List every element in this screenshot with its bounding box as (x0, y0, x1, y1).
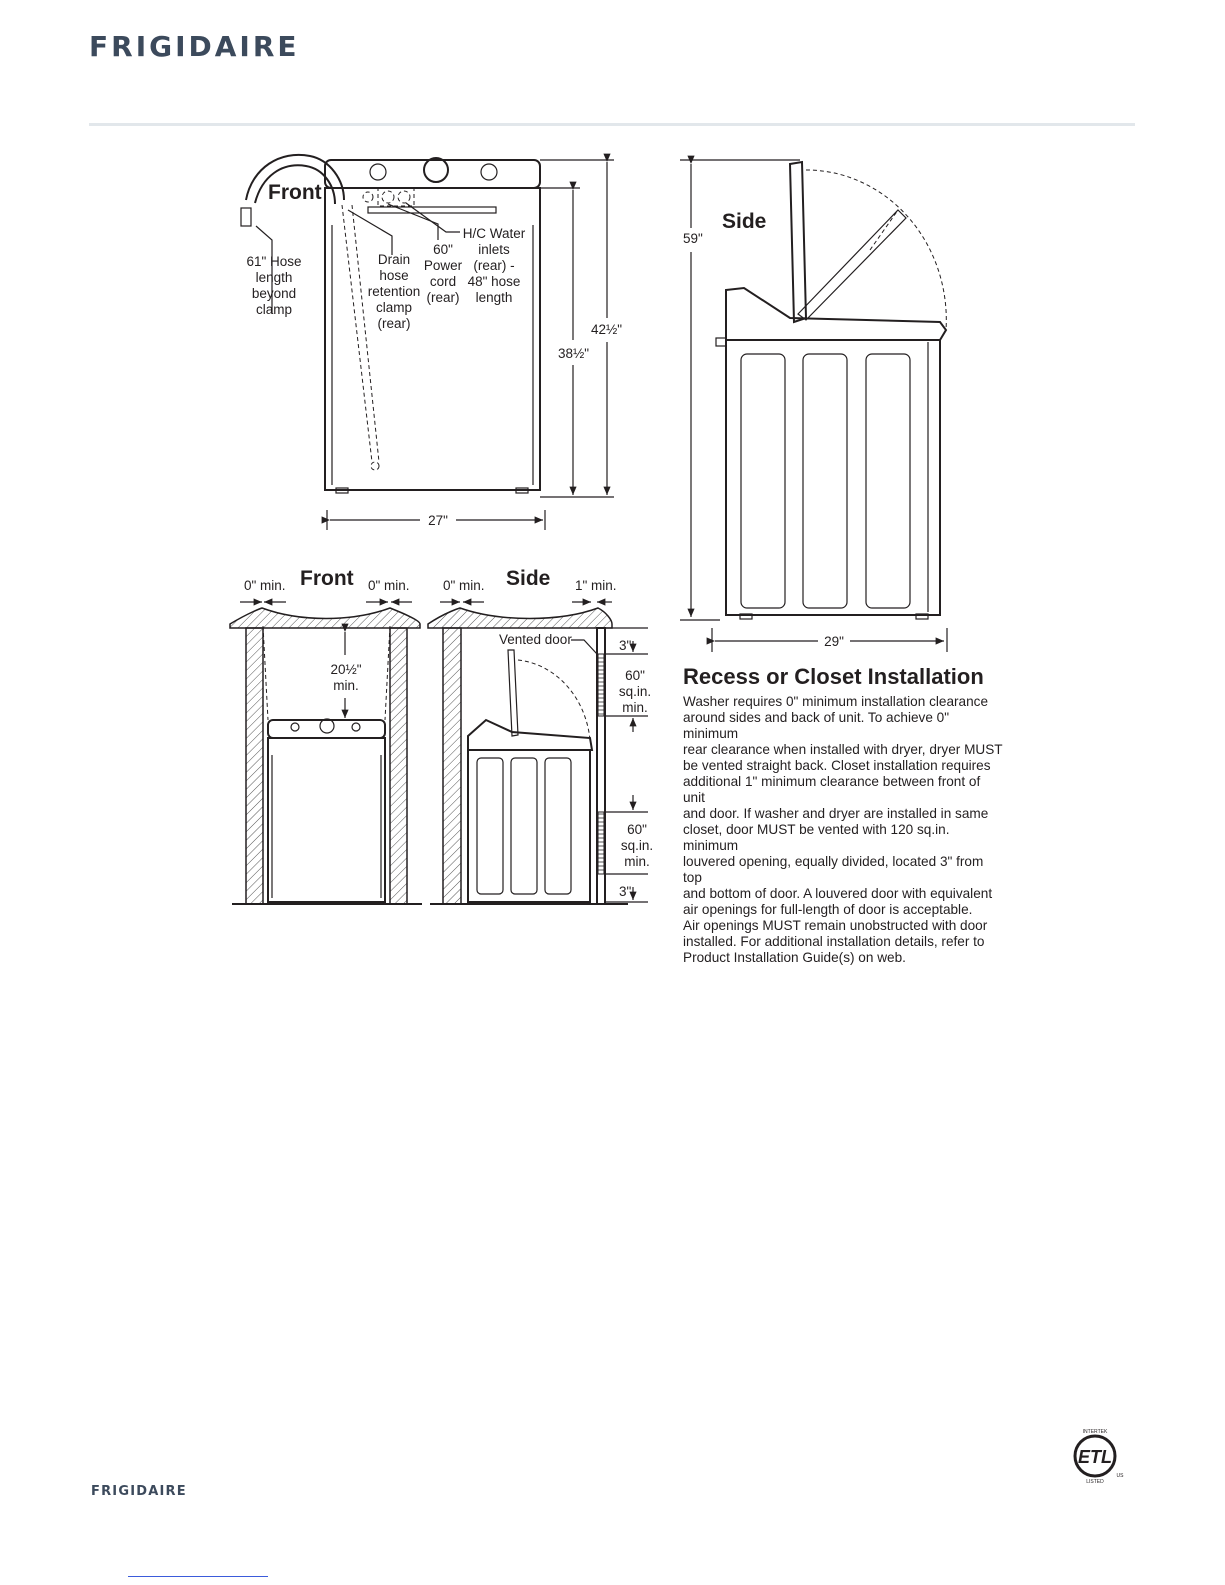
svg-text:length: length (255, 270, 293, 285)
depth-label: 29" (824, 634, 844, 649)
bottom-gap-label: 3" (619, 884, 632, 899)
side-panel (866, 354, 910, 608)
side-control-panel (726, 288, 946, 340)
bottom-vent-label: 60" (627, 822, 647, 837)
width-label: 27" (428, 513, 448, 528)
closet-ceiling (230, 608, 420, 628)
left-clearance-label: 0" min. (244, 578, 286, 593)
front-clearance-label: 1" min. (575, 578, 617, 593)
bottom-louver (598, 812, 604, 874)
right-clearance-label: 0" min. (368, 578, 410, 593)
svg-text:48" hose: 48" hose (467, 274, 521, 289)
brand-logo: FRIGIDAIRE (89, 30, 300, 63)
svg-text:min.: min. (624, 854, 650, 869)
svg-text:US: US (1116, 1473, 1124, 1479)
closet-front-view (230, 567, 422, 904)
top-side-view (680, 160, 947, 652)
footer-link-underline (128, 1576, 268, 1577)
svg-text:cord: cord (429, 274, 457, 289)
height-total-label: 42½" (591, 322, 623, 337)
top-gap-label: 3" (619, 638, 632, 653)
closet-rear-wall (443, 628, 461, 904)
side-panel (803, 354, 847, 608)
closet-left-wall (246, 628, 263, 904)
closet-side-panel (468, 720, 592, 750)
svg-text:60": 60" (433, 242, 453, 257)
svg-text:Power: Power (423, 258, 463, 273)
etl-certification-icon (1068, 1427, 1126, 1485)
knob-icon (370, 164, 386, 180)
closet-side-ceiling (428, 608, 612, 628)
closet-front-title: Front (300, 567, 354, 590)
svg-text:clamp: clamp (375, 300, 413, 315)
height-cabinet-label: 38½" (558, 346, 590, 361)
svg-text:length: length (475, 290, 513, 305)
svg-text:inlets: inlets (478, 242, 510, 257)
rear-clearance-label: 0" min. (443, 578, 485, 593)
closet-side-title: Side (506, 567, 551, 590)
svg-text:61" Hose: 61" Hose (246, 254, 302, 269)
water-inlets-label (463, 226, 526, 305)
closet-side-view (428, 567, 653, 904)
svg-text:sq.in.: sq.in. (618, 684, 652, 699)
side-cabinet (726, 340, 940, 615)
lid-open (790, 162, 806, 322)
top-clearance-label: 20½" (330, 662, 362, 677)
footer-brand-logo: FRIGIDAIRE (91, 1484, 187, 1499)
svg-text:beyond: beyond (251, 286, 297, 301)
control-panel (325, 160, 540, 188)
svg-text:(rear): (rear) (426, 290, 460, 305)
vented-door-label: Vented door (499, 632, 572, 647)
recess-title: Recess or Closet Installation (683, 664, 984, 689)
svg-text:ETL: ETL (1078, 1447, 1112, 1467)
lid-handle (368, 207, 496, 213)
closet-right-wall (390, 628, 407, 904)
svg-text:retention: retention (367, 284, 421, 299)
dial-icon (424, 158, 448, 182)
hose-length-label (246, 254, 301, 317)
knob-icon (481, 164, 497, 180)
svg-text:LISTED: LISTED (1086, 1479, 1104, 1485)
svg-text:hose: hose (379, 268, 409, 283)
svg-text:min.: min. (333, 678, 359, 693)
top-vent-label: 60" (625, 668, 645, 683)
svg-text:(rear) -: (rear) - (473, 258, 515, 273)
hose-end (241, 208, 251, 226)
svg-text:INTERTEK: INTERTEK (1082, 1429, 1108, 1435)
height-lid-open-label: 59" (683, 231, 703, 246)
svg-text:(rear): (rear) (377, 316, 411, 331)
power-cord-label (424, 242, 463, 305)
svg-text:clamp: clamp (255, 302, 293, 317)
top-front-view (241, 155, 622, 530)
svg-text:sq.in.: sq.in. (620, 838, 654, 853)
svg-text:Drain: Drain (377, 252, 411, 267)
closet-washer-body (268, 738, 385, 902)
side-view-title: Side (722, 210, 767, 233)
recess-description: Washer requires 0" minimum installation clearance around sides and back of unit. To achieve 0" minimum rear clearance when installed with dryer, dryer MUST be vented straight back. Closet installation requires additional 1" minimum clearance between front of unit and door. If washer and dryer are installed in same closet, door MUST be vented with 120 sq.in. minimum louvered opening, equally divided, located 3" from top and bottom of door. A louvered door with equivalent air openings for full-length of door is acceptable. Air openings MUST remain unobstructed with door installed. For additional installation details, refer to Product Installation Guide(s) on web. (683, 694, 1003, 965)
svg-text:H/C Water: H/C Water (462, 226, 526, 241)
closet-washer-panel (268, 720, 385, 738)
front-view-title: Front (268, 181, 322, 204)
svg-text:min.: min. (622, 700, 648, 715)
closet-side-washer (468, 750, 590, 902)
drain-hose-label (368, 252, 421, 331)
top-louver (598, 654, 604, 716)
side-panel (741, 354, 785, 608)
